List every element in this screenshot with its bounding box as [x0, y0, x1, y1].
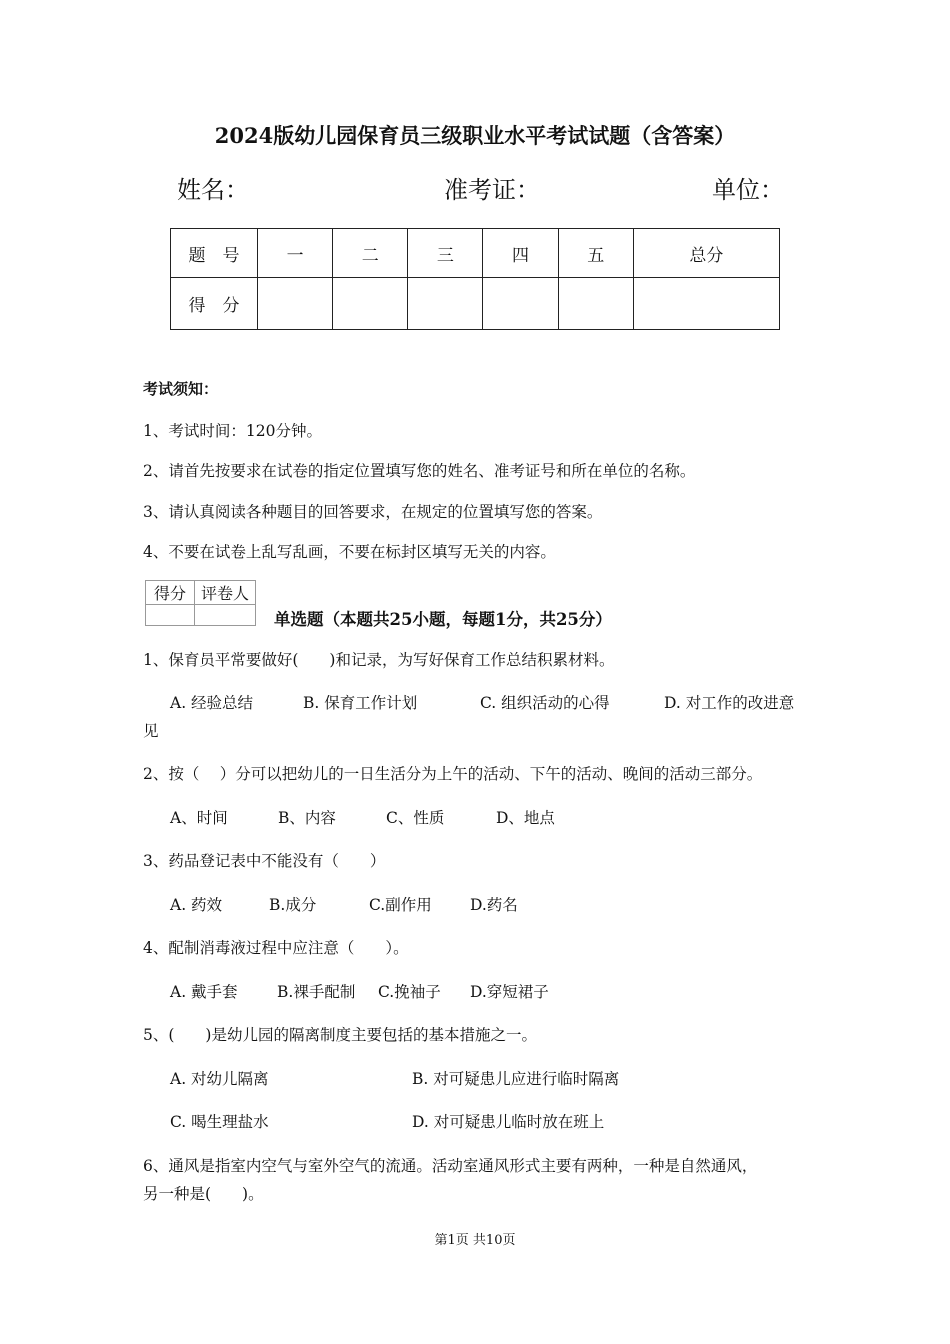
question-option: B.成分: [269, 896, 317, 914]
question-option: C.副作用: [369, 896, 432, 914]
question-option: D. 对工作的改进意: [664, 694, 795, 712]
question-option: B. 对可疑患儿应进行临时隔离: [412, 1070, 620, 1088]
question-option: D、地点: [496, 809, 555, 827]
score-cell[interactable]: [633, 278, 779, 330]
question-option: C. 组织活动的心得: [480, 694, 610, 712]
grader-reviewer-cell[interactable]: [195, 605, 256, 626]
document-title: 2024版幼儿园保育员三级职业水平考试试题（含答案）: [214, 123, 736, 148]
question-option: C、性质: [386, 809, 445, 827]
grader-box: [145, 580, 256, 626]
score-cell[interactable]: [258, 278, 333, 330]
score-table-score-row: [171, 278, 780, 330]
question-stem: 6、通风是指室内空气与室外空气的流通。活动室通风形式主要有两种，一种是自然通风，: [143, 1157, 758, 1175]
score-cell[interactable]: [408, 278, 483, 330]
notice-item: 2、请首先按要求在试卷的指定位置填写您的姓名、准考证号和所在单位的名称。: [143, 462, 696, 480]
notice-item: 3、请认真阅读各种题目的回答要求，在规定的位置填写您的答案。: [143, 503, 603, 521]
score-header-cell: 四: [483, 229, 558, 278]
question-option: A. 经验总结: [170, 694, 254, 712]
question-stem-wrap: 另一种是( )。: [143, 1185, 264, 1203]
question-option: C.挽袖子: [378, 983, 441, 1001]
grader-score-label: 得分: [146, 581, 195, 605]
question-option: D. 对可疑患儿临时放在班上: [412, 1113, 605, 1131]
score-header-cell: 一: [258, 229, 333, 278]
exam-id-field-label: 准考证：: [444, 176, 540, 204]
question-option: A. 对幼儿隔离: [170, 1070, 269, 1088]
score-header-cell: 二: [333, 229, 408, 278]
question-option: B、内容: [278, 809, 336, 827]
score-header-cell: 五: [558, 229, 633, 278]
score-table: [170, 228, 780, 330]
name-field-label: 姓名：: [177, 176, 249, 204]
question-option: C. 喝生理盐水: [170, 1113, 269, 1131]
score-cell[interactable]: [483, 278, 558, 330]
score-header-cell: 总分: [633, 229, 779, 278]
notice-item: 4、不要在试卷上乱写乱画，不要在标封区填写无关的内容。: [143, 543, 556, 561]
notice-item: 1、考试时间：120分钟。: [143, 422, 322, 440]
page-footer: 第1页 共10页: [434, 1233, 516, 1248]
question-stem: 3、药品登记表中不能没有（ ）: [143, 852, 386, 870]
question-option: B. 保育工作计划: [303, 694, 418, 712]
question-stem: 4、配制消毒液过程中应注意（ ）。: [143, 939, 409, 957]
score-row-label: 得 分: [171, 278, 258, 330]
section-title: 单选题（本题共25小题，每题1分，共25分）: [274, 610, 612, 629]
grader-reviewer-label: 评卷人: [195, 581, 256, 605]
question-option: A、时间: [170, 809, 228, 827]
question-option: D.穿短裙子: [470, 983, 549, 1001]
score-table-header-row: [171, 229, 780, 278]
question-option: B.裸手配制: [277, 983, 356, 1001]
score-header-cell: 题 号: [171, 229, 258, 278]
grader-score-cell[interactable]: [146, 605, 195, 626]
question-option: A. 戴手套: [170, 983, 238, 1001]
score-cell[interactable]: [558, 278, 633, 330]
unit-field-label: 单位：: [712, 176, 784, 204]
question-option-wrap: 见: [143, 722, 159, 740]
question-stem: 5、( )是幼儿园的隔离制度主要包括的基本措施之一。: [143, 1026, 537, 1044]
question-option: D.药名: [470, 896, 518, 914]
question-stem: 1、保育员平常要做好( )和记录，为写好保育工作总结积累材料。: [143, 651, 615, 669]
question-stem: 2、按（ ）分可以把幼儿的一日生活分为上午的活动、下午的活动、晚间的活动三部分。: [143, 765, 763, 783]
notice-heading: 考试须知：: [143, 380, 219, 398]
score-cell[interactable]: [333, 278, 408, 330]
score-header-cell: 三: [408, 229, 483, 278]
question-option: A. 药效: [170, 896, 223, 914]
